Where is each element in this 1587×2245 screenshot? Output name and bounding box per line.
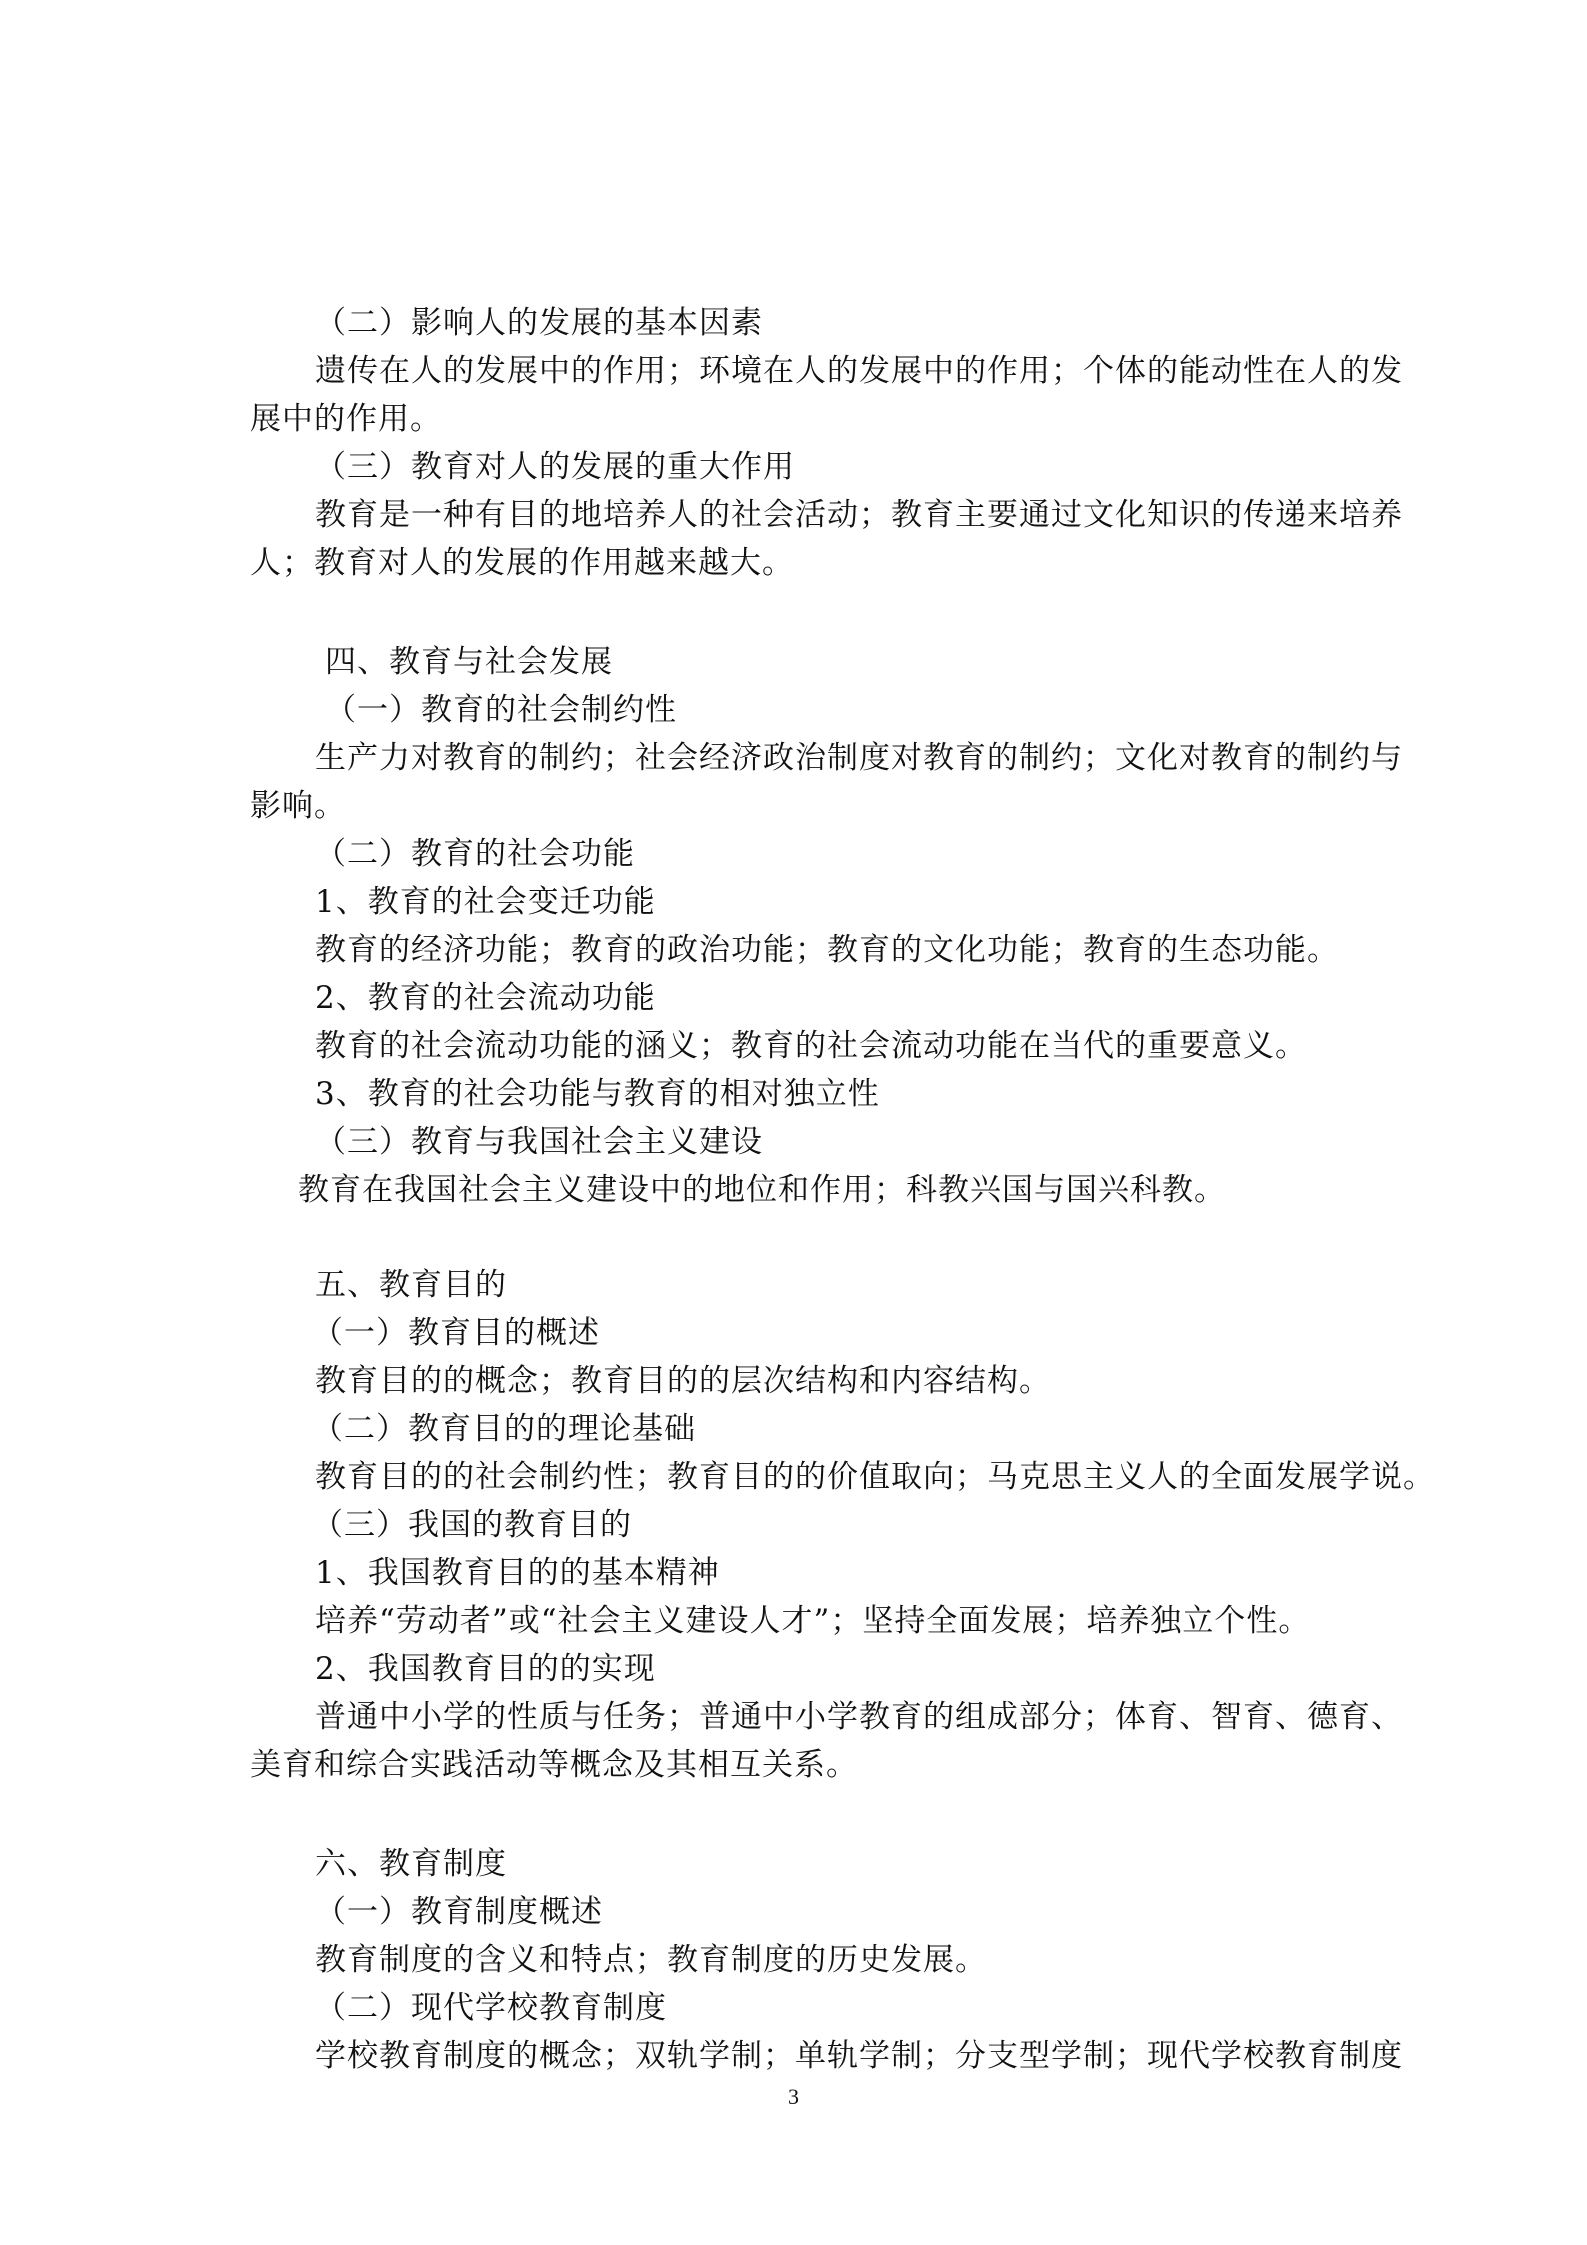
subheading-line: （二）教育目的的理论基础 [312,1411,696,1447]
body-text-line: 影响。 [250,788,346,824]
body-text-line: 教育是一种有目的地培养人的社会活动；教育主要通过文化知识的传递来培养 [315,497,1403,533]
subheading-line: （三）教育与我国社会主义建设 [315,1124,763,1160]
body-text-line: 教育的经济功能；教育的政治功能；教育的文化功能；教育的生态功能。 [315,932,1339,968]
body-text-line: 学校教育制度的概念；双轨学制；单轨学制；分支型学制；现代学校教育制度 [315,2038,1403,2074]
numbered-item: 2、教育的社会流动功能 [315,980,656,1016]
body-text-line: 普通中小学的性质与任务；普通中小学教育的组成部分；体育、智育、德育、 [315,1699,1403,1735]
subheading-line: （一）教育制度概述 [315,1894,603,1930]
body-text-line: 教育目的的社会制约性；教育目的的价值取向；马克思主义人的全面发展学说。 [315,1459,1435,1495]
subheading-line: （二）教育的社会功能 [315,836,635,872]
body-text-line: 人；教育对人的发展的作用越来越大。 [250,545,794,581]
body-text-line: 培养“劳动者”或“社会主义建设人才”；坚持全面发展；培养独立个性。 [315,1603,1311,1639]
subheading-line: （二）现代学校教育制度 [315,1990,667,2026]
section-heading: 四、教育与社会发展 [325,644,613,680]
body-text-line: 教育的社会流动功能的涵义；教育的社会流动功能在当代的重要意义。 [315,1028,1307,1064]
numbered-item: 3、教育的社会功能与教育的相对独立性 [315,1076,880,1112]
body-text-line: 教育制度的含义和特点；教育制度的历史发展。 [315,1942,987,1978]
section-heading: 六、教育制度 [315,1846,507,1882]
page-number: 3 [788,2084,799,2109]
numbered-item: 2、我国教育目的的实现 [315,1651,656,1687]
section-heading: 五、教育目的 [315,1267,507,1303]
subheading-line: （三）教育对人的发展的重大作用 [315,449,795,485]
body-text-line: 美育和综合实践活动等概念及其相互关系。 [250,1747,858,1783]
body-text-line: 生产力对教育的制约；社会经济政治制度对教育的制约；文化对教育的制约与 [315,740,1403,776]
body-text-line: 遗传在人的发展中的作用；环境在人的发展中的作用；个体的能动性在人的发 [315,353,1403,389]
numbered-item: 1、教育的社会变迁功能 [315,884,656,920]
subheading-line: （三）我国的教育目的 [312,1507,632,1543]
body-text-line: 教育在我国社会主义建设中的地位和作用；科教兴国与国兴科教。 [298,1172,1226,1208]
subheading-line: （二）影响人的发展的基本因素 [315,305,763,341]
subheading-line: （一）教育目的概述 [312,1315,600,1351]
numbered-item: 1、我国教育目的的基本精神 [315,1555,720,1591]
body-text-line: 展中的作用。 [250,401,442,437]
subheading-line: （一）教育的社会制约性 [325,692,677,728]
body-text-line: 教育目的的概念；教育目的的层次结构和内容结构。 [315,1363,1051,1399]
